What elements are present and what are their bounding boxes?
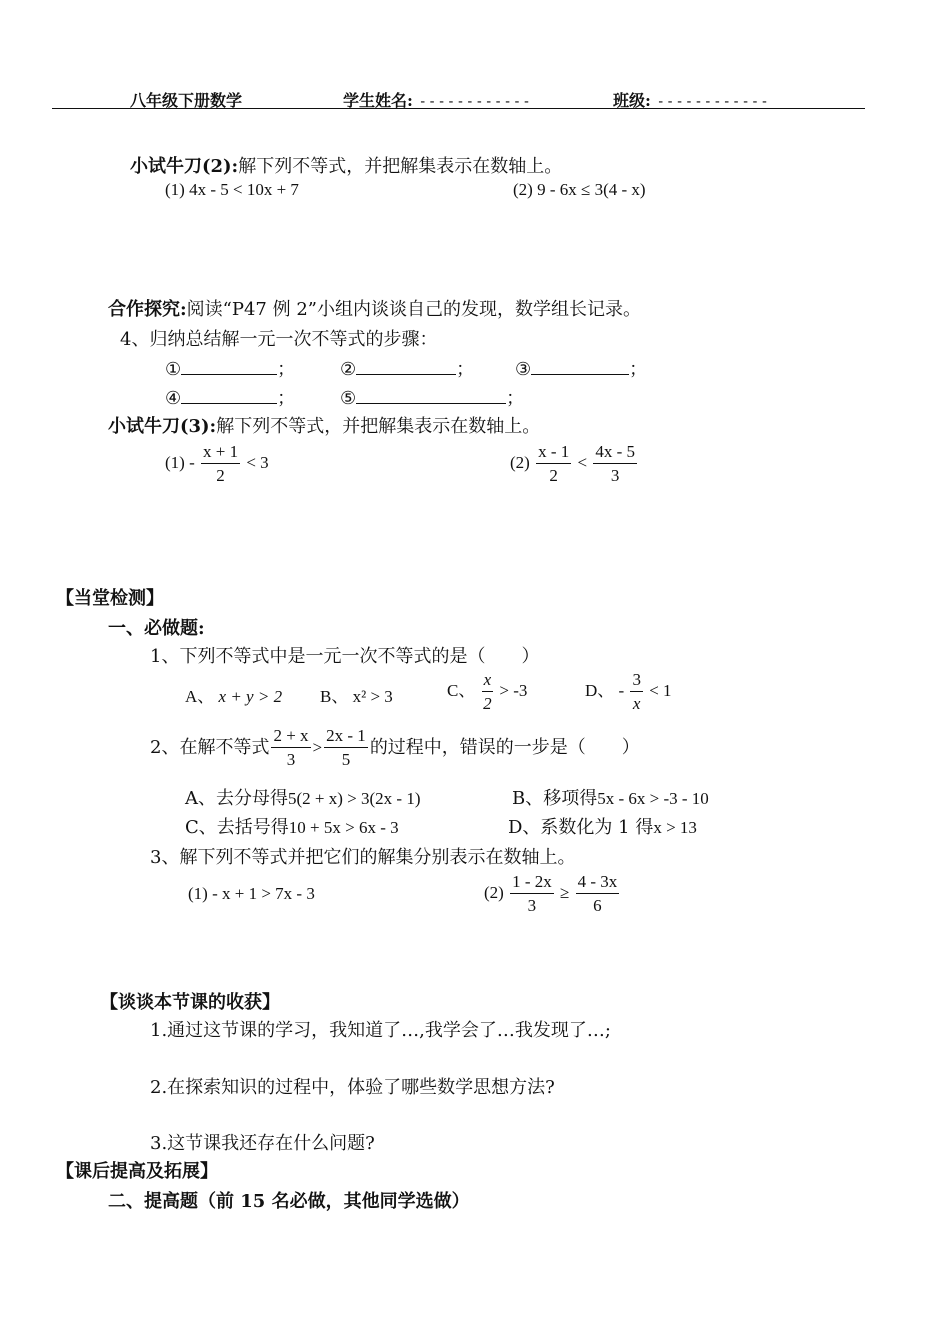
- minus-sign: -: [189, 452, 195, 472]
- q2-option-d: [508, 813, 697, 839]
- q1-option-b: [320, 682, 393, 707]
- option-expr: 5(2 + x) > 3(2x - 1): [288, 789, 421, 808]
- relation: ≥: [560, 882, 570, 902]
- numerator: 4 - 3x: [576, 872, 620, 894]
- answer-blank[interactable]: [181, 387, 277, 404]
- trial2-title: 小试牛刀(2):: [130, 156, 239, 177]
- numerator: 4x - 5: [593, 442, 637, 464]
- step-marker: ⑤: [340, 388, 357, 409]
- q2-option-a: [185, 784, 420, 810]
- separator: ；: [629, 359, 648, 380]
- option-letter: A、: [185, 687, 215, 706]
- problem-label: (2): [484, 882, 504, 902]
- check-q1: 1、下列不等式中是一元一次不等式的是（ ）: [150, 646, 540, 667]
- student-name-blank: ------------: [418, 94, 532, 110]
- coop-title: 合作探究:: [108, 299, 187, 320]
- harvest-item-2: 2.在探索知识的过程中，体验了哪些数学思想方法?: [150, 1077, 555, 1098]
- numerator: x + 1: [201, 442, 240, 464]
- trial2-problem-1: [165, 180, 299, 200]
- student-name-label: 学生姓名:: [343, 91, 413, 110]
- class-label: 班级:: [613, 91, 651, 110]
- separator: ；: [456, 359, 475, 380]
- trial2-prompt: 解下列不等式，并把解集表示在数轴上。: [238, 156, 563, 177]
- denominator: 5: [341, 750, 351, 769]
- option-letter: C、: [447, 680, 476, 700]
- step-1: [165, 355, 295, 381]
- fraction: [593, 442, 637, 486]
- header-rule: [52, 108, 865, 109]
- step-4: [165, 384, 295, 410]
- check-subtitle: 一、必做题:: [108, 618, 205, 639]
- option-expr: x + y > 2: [218, 687, 283, 706]
- separator: ；: [506, 388, 525, 409]
- fraction: [324, 726, 368, 770]
- denominator: 2: [549, 466, 558, 485]
- option-text: B、移项得: [512, 788, 598, 809]
- q1-option-d: [585, 670, 672, 714]
- relation: >: [312, 738, 323, 757]
- option-letter: D、: [585, 680, 615, 700]
- answer-blank[interactable]: [356, 387, 506, 404]
- right-side: < 1: [649, 680, 672, 700]
- option-expr: 5x - 6x > -3 - 10: [597, 789, 709, 808]
- denominator: 3: [610, 466, 620, 485]
- option-expr: 10 + 5x > 6x - 3: [288, 818, 399, 837]
- fraction: [630, 670, 643, 714]
- answer-blank[interactable]: [356, 358, 456, 375]
- denominator: 3: [286, 750, 296, 769]
- q3-problem-1: [188, 884, 315, 904]
- step-marker: ②: [340, 359, 357, 380]
- option-expr: x² > 3: [352, 687, 393, 706]
- right-side: < 3: [246, 452, 269, 472]
- answer-blank[interactable]: [531, 358, 629, 375]
- class-blank: ------------: [656, 94, 770, 110]
- relation: <: [577, 452, 588, 472]
- minus-sign: -: [618, 680, 625, 700]
- q2-option-b: [512, 784, 709, 810]
- problem-label: (1): [165, 180, 185, 199]
- trial2-problem-2: [513, 180, 646, 200]
- answer-blank[interactable]: [181, 358, 277, 375]
- coop-q4: 4、归纳总结解一元一次不等式的步骤：: [120, 329, 438, 350]
- separator: ；: [277, 359, 296, 380]
- numerator: 1 - 2x: [510, 872, 554, 894]
- problem-label: (2): [510, 452, 530, 472]
- harvest-item-1: 1.通过这节课的学习，我知道了…,我学会了…我发现了…;: [150, 1020, 611, 1041]
- fraction: [482, 670, 494, 714]
- fraction: [201, 442, 240, 486]
- coop-heading: [108, 295, 641, 321]
- step-2: [340, 355, 474, 381]
- step-3: [515, 355, 647, 381]
- step-5: [340, 384, 524, 410]
- inequality: - x + 1 > 7x - 3: [212, 884, 315, 903]
- fraction: [510, 872, 554, 916]
- q2-tail: 的过程中，错误的一步是（ ）: [369, 737, 640, 758]
- numerator: 3: [630, 670, 643, 692]
- q1-option-c: [447, 670, 527, 714]
- problem-label: (1): [188, 884, 208, 903]
- right-side: > -3: [499, 680, 528, 700]
- inequality: 4x - 5 < 10x + 7: [189, 180, 299, 199]
- trial2-heading: [130, 152, 562, 178]
- trial3-prompt: 解下列不等式，并把解集表示在数轴上。: [216, 416, 541, 437]
- after-title: 【课后提高及拓展】: [56, 1161, 218, 1182]
- denominator: 3: [527, 896, 537, 915]
- fraction: [536, 442, 571, 486]
- q2-option-c: [185, 813, 399, 839]
- denominator: x: [632, 694, 641, 713]
- option-letter: B、: [320, 687, 349, 706]
- denominator: 2: [216, 466, 225, 485]
- numerator: 2 + x: [271, 726, 310, 748]
- inequality: 9 - 6x ≤ 3(4 - x): [537, 180, 646, 199]
- q1-option-a: [185, 682, 282, 707]
- numerator: x - 1: [536, 442, 571, 464]
- step-marker: ③: [515, 359, 532, 380]
- step-marker: ④: [165, 388, 182, 409]
- option-expr: x > 13: [653, 818, 697, 837]
- problem-label: (1): [165, 452, 185, 472]
- check-q2: [150, 726, 640, 770]
- coop-text: 阅读“P47 例 2”小组内谈谈自己的发现，数学组长记录。: [186, 299, 641, 320]
- numerator: x: [482, 670, 494, 692]
- option-text: C、去括号得: [185, 817, 289, 838]
- check-q3: 3、解下列不等式并把它们的解集分别表示在数轴上。: [150, 847, 576, 868]
- q3-problem-2: [484, 872, 621, 916]
- problem-label: (2): [513, 180, 533, 199]
- trial3-problem-1: [165, 442, 269, 486]
- option-text: A、去分母得: [185, 788, 288, 809]
- numerator: 2x - 1: [324, 726, 368, 748]
- check-title: 【当堂检测】: [56, 588, 164, 609]
- denominator: 6: [593, 896, 602, 915]
- trial3-title: 小试牛刀(3):: [108, 416, 217, 437]
- q2-lead: 2、在解不等式: [150, 737, 270, 758]
- denominator: 2: [483, 694, 492, 713]
- fraction: [576, 872, 620, 916]
- trial3-heading: [108, 412, 540, 438]
- after-subtitle: 二、提高题（前 15 名必做，其他同学选做）: [108, 1191, 470, 1212]
- separator: ；: [277, 388, 296, 409]
- harvest-item-3: 3.这节课我还存在什么问题?: [150, 1133, 375, 1154]
- step-marker: ①: [165, 359, 182, 380]
- harvest-title: 【谈谈本节课的收获】: [100, 992, 280, 1013]
- option-text: D、系数化为 1 得: [508, 817, 654, 838]
- trial3-problem-2: [510, 442, 639, 486]
- course-title: 八年级下册数学: [130, 91, 243, 110]
- fraction: [271, 726, 310, 770]
